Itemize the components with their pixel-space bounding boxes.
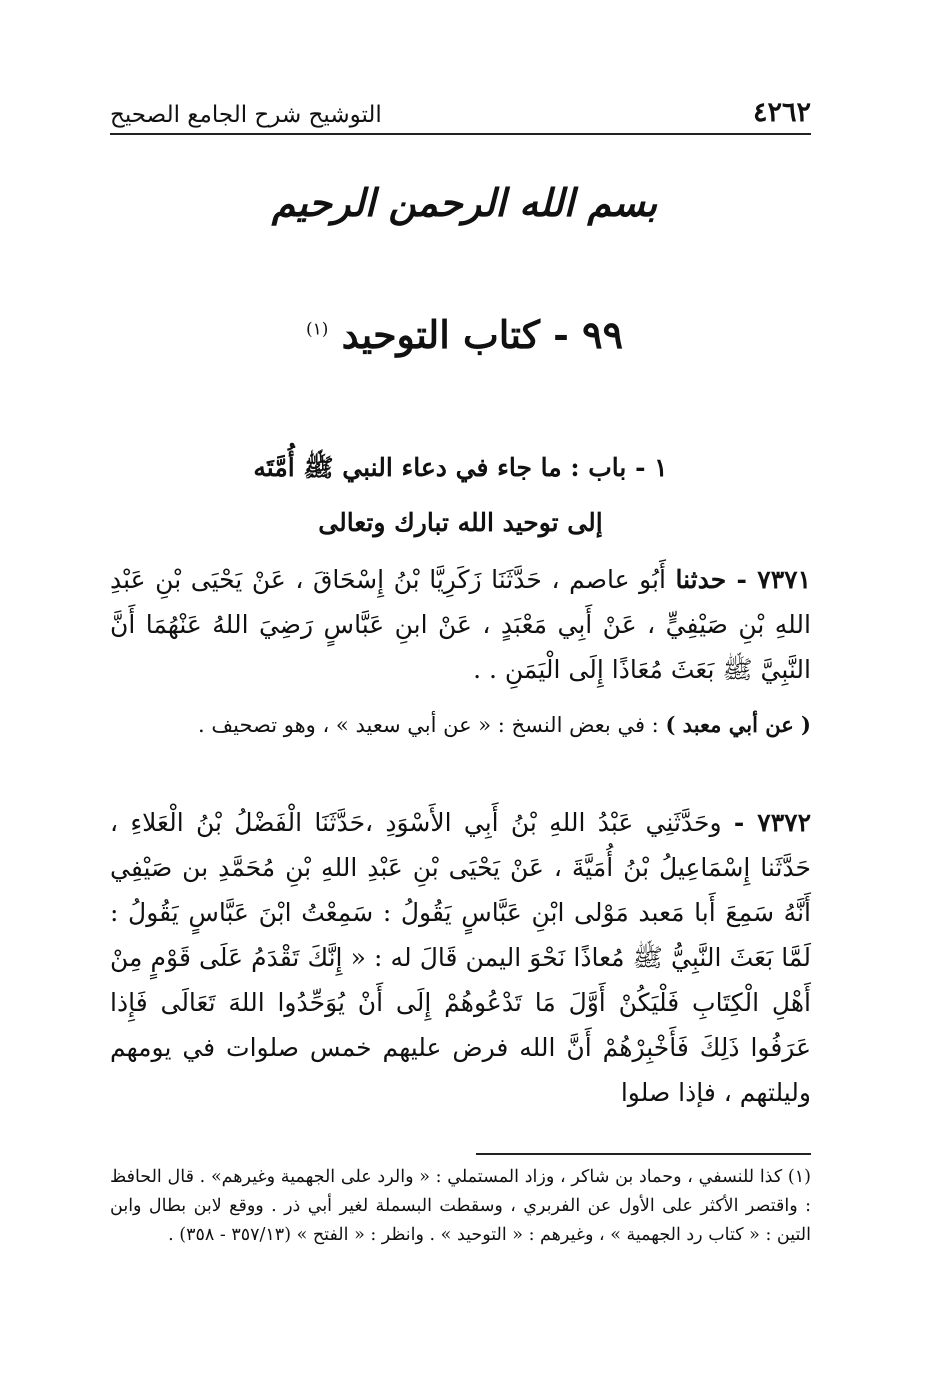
hadith-7372 bbox=[110, 800, 811, 1115]
hadith-number: ٧٣٧١ - حدثنا bbox=[675, 565, 811, 594]
footnote-marker[interactable]: (١) bbox=[306, 319, 329, 340]
book-title bbox=[0, 312, 929, 357]
chapter-heading-line-2: إلى توحيد الله تبارك وتعالى bbox=[318, 508, 603, 537]
commentary-text: : في بعض النسخ : « عن أبي سعيد » ، وهو تصحيف . bbox=[198, 713, 659, 737]
hadith-7371 bbox=[110, 557, 811, 692]
hadith-number: ٧٣٧٢ - bbox=[733, 808, 811, 837]
page-header bbox=[110, 88, 811, 128]
commentary-term: ( عن أبي معبد ) bbox=[665, 712, 811, 737]
footnote-1: (١) كذا للنسفي ، وحماد بن شاكر ، وزاد المستملي : « والرد على الجهمية وغيرهم» . قال الحافظ : واقتصر الأكثر على الأول عن الفربري ، وسقطت البسملة لغير أبي ذر . ووقع لابن بطال وابن التين : « كتاب رد الجهمية » ، وغيرهم : « التوحيد » . وانظر : « الفتح » (٣٥٧/١٣ - ٣٥٨) . bbox=[110, 1167, 811, 1245]
hadith-text: أَبُو عاصم ، حَدَّثَنَا زَكَرِيَّا بْنُ إِسْحَاقَ ، عَنْ يَحْيَى بْنِ عَبْدِ اللهِ بْنِ صَيْفِيٍّ ، عَنْ أَبِي مَعْبَدٍ ، عَنْ ابنِ عَبَّاسٍ رَضِيَ اللهُ عَنْهُمَا أَنَّ النَّبِيَّ ﷺ بَعَثَ مُعَاذًا إِلَى الْيَمَنِ . . bbox=[110, 565, 811, 684]
chapter-heading-line-1: ١ - باب : ما جاء في دعاء النبي ﷺ أُمَّتَه bbox=[253, 453, 668, 482]
chapter-heading bbox=[110, 440, 811, 550]
running-title: التوشيح شرح الجامع الصحيح bbox=[110, 102, 382, 128]
basmala-calligraphy: بسم الله الرحمن الرحيم bbox=[271, 180, 658, 225]
commentary-note bbox=[110, 705, 811, 745]
page-number: ٤٢٦٢ bbox=[752, 97, 811, 128]
hadith-text: وحَدَّثَنِي عَبْدُ اللهِ بْنُ أَبِي الأَسْوَدِ ،حَدَّثَنَا الْفَضْلُ بْنُ الْعَلاءِ ، حَدَّثَنا إِسْمَاعِيلُ بْنُ أُمَيَّةَ ، عَنْ يَحْيَى بْنِ عَبْدِ اللهِ بْنِ مُحَمَّدِ بن صَيْفِي أَنَّهُ سَمِعَ أَبا مَعبد مَوْلى ابْنِ عَبَّاسٍ يَقُولُ : سَمِعْتُ ابْنَ عَبَّاسٍ يَقُولُ : لَمَّا بَعَثَ النَّبِيُّ ﷺ مُعاذًا نَحْوَ اليمن قَالَ له : « إِنَّكَ تَقْدَمُ عَلَى قَوْمٍ مِنْ أَهْلِ الْكِتَابِ فَلْيَكُنْ أَوَّلَ مَا تَدْعُوهُمْ إِلَى أَنْ يُوَحِّدُوا اللهَ تَعَالَى فَإِذا عَرَفُوا ذَلِكَ فَأَخْبِرْهُمْ أَنَّ الله فرض عليهم خمس صلوات في يومهم وليلتهم ، فإذا صلوا bbox=[110, 808, 811, 1107]
book-title-text: ٩٩ - كتاب التوحيد bbox=[341, 312, 623, 357]
footnote-rule bbox=[476, 1153, 811, 1155]
footnotes bbox=[110, 1163, 811, 1250]
header-rule bbox=[110, 133, 811, 135]
